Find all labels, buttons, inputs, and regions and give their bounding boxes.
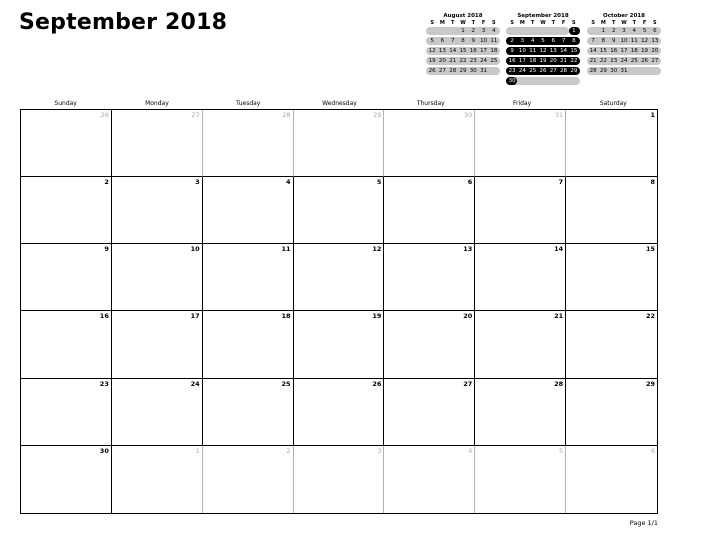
mini-date — [569, 77, 579, 85]
mini-calendar-week — [587, 47, 661, 55]
page-title: September 2018 — [19, 10, 228, 35]
day-number: 28 — [282, 111, 291, 119]
mini-day-initial: M — [519, 20, 525, 26]
day-number: 27 — [191, 111, 200, 119]
day-number: 17 — [190, 312, 200, 321]
mini-calendar — [587, 12, 661, 77]
day-cell[interactable] — [294, 244, 385, 311]
mini-date: 29 — [459, 68, 467, 74]
mini-date — [548, 77, 558, 85]
mini-date — [538, 27, 548, 35]
mini-date: 6 — [551, 38, 556, 44]
mini-date: 20 — [651, 48, 659, 54]
mini-date: 17 — [518, 58, 526, 64]
day-cell[interactable] — [566, 379, 657, 446]
mini-date: 15 — [599, 48, 607, 54]
mini-date: 23 — [610, 58, 618, 64]
mini-date: 5 — [430, 38, 434, 44]
day-cell[interactable] — [294, 379, 385, 446]
mini-calendar-day-header — [426, 20, 500, 27]
mini-calendar-week — [426, 67, 500, 75]
mini-date — [588, 27, 598, 35]
mini-date: 25 — [490, 58, 498, 64]
mini-date: 11 — [630, 38, 638, 44]
mini-date: 12 — [428, 48, 436, 54]
mini-date — [427, 27, 437, 35]
mini-calendar-week — [506, 57, 580, 65]
mini-calendar-week — [506, 47, 580, 55]
mini-day-initial: T — [530, 20, 535, 26]
mini-date: 21 — [560, 58, 568, 64]
mini-date: 24 — [620, 58, 628, 64]
mini-calendar-week — [506, 77, 580, 85]
day-number: 16 — [99, 312, 109, 321]
day-cell-other-month[interactable] — [294, 446, 385, 513]
mini-date: 9 — [611, 38, 616, 44]
day-cell-other-month[interactable] — [203, 446, 294, 513]
mini-date: 27 — [549, 68, 557, 74]
mini-date — [558, 77, 568, 85]
mini-date — [517, 77, 527, 85]
day-cell[interactable] — [566, 110, 657, 177]
mini-day-initial: T — [611, 20, 616, 26]
day-cell-other-month[interactable] — [21, 110, 112, 177]
mini-day-initial: S — [653, 20, 657, 26]
mini-date: 3 — [481, 28, 486, 34]
mini-date: 18 — [630, 48, 638, 54]
mini-calendar-week — [587, 37, 661, 45]
mini-calendar-week — [426, 57, 500, 65]
mini-calendar-title: September 2018 — [517, 13, 569, 19]
day-number: 30 — [99, 446, 109, 455]
day-cell[interactable] — [112, 177, 203, 244]
page-number: Page 1/1 — [629, 519, 658, 527]
day-cell[interactable] — [384, 244, 475, 311]
day-number: 19 — [372, 312, 382, 321]
mini-date — [448, 27, 458, 35]
day-number: 11 — [281, 245, 291, 254]
day-cell[interactable] — [203, 177, 294, 244]
day-number: 15 — [645, 245, 655, 254]
day-cell-other-month[interactable] — [112, 110, 203, 177]
mini-date: 7 — [561, 38, 566, 44]
day-number: 26 — [100, 111, 109, 119]
mini-date: 21 — [449, 58, 457, 64]
day-number: 10 — [190, 245, 200, 254]
weekday-label: Monday — [145, 100, 169, 107]
mini-date: 25 — [630, 58, 638, 64]
mini-day-initial: T — [632, 20, 636, 26]
day-cell-other-month[interactable] — [566, 446, 657, 513]
day-number: 9 — [104, 245, 109, 254]
day-cell[interactable] — [21, 446, 112, 513]
day-cell[interactable] — [475, 244, 566, 311]
day-number: 2 — [104, 178, 109, 187]
mini-date: 22 — [570, 58, 578, 64]
mini-calendar-day-header — [587, 20, 661, 27]
day-number: 22 — [645, 312, 655, 321]
weekday-label: Wednesday — [322, 100, 357, 107]
day-number: 4 — [286, 178, 291, 187]
mini-date: 16 — [508, 58, 516, 64]
mini-date: 31 — [620, 68, 628, 74]
day-cell[interactable] — [384, 379, 475, 446]
weekday-header-row — [20, 99, 659, 108]
mini-date: 8 — [572, 38, 576, 44]
mini-date: 2 — [510, 38, 514, 44]
mini-day-initial: F — [642, 20, 647, 26]
mini-date: 26 — [641, 58, 649, 64]
day-number: 5 — [376, 178, 382, 187]
day-number: 14 — [554, 245, 564, 254]
mini-date: 2 — [471, 28, 476, 34]
mini-date — [629, 67, 639, 75]
mini-date: 5 — [541, 38, 545, 44]
mini-date: 4 — [530, 38, 535, 44]
mini-date: 14 — [560, 48, 568, 54]
day-number: 20 — [463, 312, 473, 321]
mini-date: 29 — [570, 68, 578, 74]
mini-day-initial: S — [430, 20, 434, 26]
day-cell[interactable] — [566, 311, 657, 378]
mini-date: 30 — [508, 78, 516, 84]
day-cell-other-month[interactable] — [384, 446, 475, 513]
day-cell[interactable] — [475, 311, 566, 378]
mini-day-initial: M — [600, 20, 606, 26]
day-cell[interactable] — [475, 379, 566, 446]
mini-date — [489, 67, 499, 75]
mini-date — [538, 77, 548, 85]
mini-calendar-week — [426, 27, 500, 35]
mini-date: 23 — [469, 58, 477, 64]
mini-date: 22 — [599, 58, 607, 64]
mini-calendar-week — [506, 27, 580, 35]
day-cell[interactable] — [384, 311, 475, 378]
mini-date: 21 — [589, 58, 597, 64]
mini-date: 3 — [520, 38, 525, 44]
mini-date — [639, 67, 649, 75]
mini-date: 4 — [492, 28, 496, 34]
day-cell[interactable] — [203, 244, 294, 311]
mini-date: 28 — [560, 68, 568, 74]
mini-date — [650, 67, 660, 75]
mini-date: 30 — [610, 68, 618, 74]
mini-date: 26 — [428, 68, 436, 74]
day-cell[interactable] — [21, 244, 112, 311]
mini-day-initial: W — [621, 20, 627, 26]
mini-calendar-week — [587, 27, 661, 35]
mini-calendar — [506, 12, 580, 87]
mini-date: 23 — [508, 68, 516, 74]
day-number: 21 — [554, 312, 564, 321]
day-cell[interactable] — [566, 177, 657, 244]
weekday-label: Tuesday — [235, 100, 261, 107]
day-number: 28 — [554, 379, 564, 388]
day-cell[interactable] — [21, 177, 112, 244]
day-cell[interactable] — [203, 379, 294, 446]
mini-date: 15 — [459, 48, 467, 54]
day-cell[interactable] — [112, 379, 203, 446]
mini-date — [548, 27, 558, 35]
mini-date — [528, 27, 538, 35]
mini-date: 7 — [591, 38, 595, 44]
mini-day-initial: T — [471, 20, 475, 26]
weekday-label: Sunday — [54, 100, 77, 107]
mini-date: 3 — [622, 28, 626, 34]
day-cell-other-month[interactable] — [475, 446, 566, 513]
day-number: 7 — [558, 178, 564, 187]
day-cell[interactable] — [294, 177, 385, 244]
mini-date: 6 — [653, 28, 657, 34]
day-number: 24 — [190, 379, 200, 388]
mini-date: 10 — [480, 38, 488, 44]
mini-date: 14 — [449, 48, 457, 54]
mini-date — [558, 27, 568, 35]
day-number: 26 — [372, 379, 382, 388]
mini-date: 7 — [450, 38, 455, 44]
mini-calendar-week — [426, 37, 500, 45]
mini-day-initial: T — [450, 20, 455, 26]
mini-date: 16 — [469, 48, 477, 54]
month-grid — [20, 109, 658, 514]
mini-date: 27 — [438, 68, 446, 74]
mini-date: 16 — [610, 48, 618, 54]
day-number: 3 — [377, 446, 382, 455]
mini-calendar-title: August 2018 — [443, 13, 483, 19]
day-number: 27 — [463, 379, 473, 388]
day-number: 31 — [554, 111, 564, 119]
mini-date: 14 — [589, 48, 597, 54]
mini-date: 18 — [529, 58, 537, 64]
day-number: 25 — [281, 379, 291, 388]
day-number: 1 — [195, 446, 200, 455]
mini-date — [517, 27, 527, 35]
day-number: 18 — [281, 312, 291, 321]
day-cell-other-month[interactable] — [112, 446, 203, 513]
mini-day-initial: S — [492, 20, 496, 26]
weekday-label: Saturday — [599, 100, 627, 107]
mini-calendar-week — [506, 67, 580, 75]
mini-date: 12 — [641, 38, 649, 44]
mini-calendar-week — [506, 37, 580, 45]
mini-date: 10 — [518, 48, 526, 54]
mini-date: 11 — [529, 48, 537, 54]
mini-date: 29 — [599, 68, 607, 74]
mini-date: 12 — [539, 48, 547, 54]
day-number: 12 — [372, 245, 382, 254]
mini-calendar — [426, 12, 500, 77]
day-number: 2 — [286, 446, 291, 455]
mini-date: 9 — [471, 38, 476, 44]
day-number: 13 — [463, 245, 473, 254]
day-cell[interactable] — [294, 311, 385, 378]
mini-date — [507, 27, 517, 35]
day-cell-other-month[interactable] — [203, 110, 294, 177]
mini-day-initial: W — [460, 20, 466, 26]
day-cell[interactable] — [112, 244, 203, 311]
mini-date: 13 — [651, 38, 659, 44]
mini-date: 9 — [510, 48, 514, 54]
mini-day-initial: W — [540, 20, 546, 26]
mini-date: 1 — [601, 28, 606, 34]
day-number: 4 — [468, 446, 473, 455]
day-cell[interactable] — [112, 311, 203, 378]
mini-date: 28 — [449, 68, 457, 74]
mini-day-initial: M — [439, 20, 445, 26]
day-cell[interactable] — [21, 311, 112, 378]
mini-date: 11 — [490, 38, 498, 44]
mini-date: 1 — [572, 28, 576, 34]
day-cell[interactable] — [203, 311, 294, 378]
mini-calendar-week — [426, 47, 500, 55]
mini-date: 17 — [620, 48, 628, 54]
mini-day-initial: S — [572, 20, 576, 26]
mini-date: 19 — [641, 48, 649, 54]
mini-date — [528, 77, 538, 85]
mini-date: 19 — [428, 58, 436, 64]
weekday-label: Thursday — [416, 100, 445, 107]
day-cell[interactable] — [475, 177, 566, 244]
day-number: 8 — [650, 178, 655, 187]
day-cell-other-month[interactable] — [384, 110, 475, 177]
day-cell[interactable] — [384, 177, 475, 244]
day-number: 6 — [467, 178, 473, 187]
mini-date: 27 — [651, 58, 659, 64]
day-number: 6 — [650, 446, 655, 455]
mini-date: 24 — [518, 68, 526, 74]
mini-date: 24 — [480, 58, 488, 64]
mini-date — [437, 27, 447, 35]
day-number: 1 — [650, 111, 655, 119]
day-cell-other-month[interactable] — [475, 110, 566, 177]
mini-date: 4 — [632, 28, 637, 34]
mini-date: 22 — [459, 58, 467, 64]
mini-day-initial: S — [591, 20, 595, 26]
mini-calendar-week — [587, 57, 661, 65]
mini-day-initial: F — [481, 20, 486, 26]
mini-day-initial: S — [510, 20, 514, 26]
mini-date: 20 — [549, 58, 557, 64]
day-cell[interactable] — [21, 379, 112, 446]
mini-day-initial: T — [551, 20, 555, 26]
mini-calendar-day-header — [506, 20, 580, 27]
mini-date: 31 — [480, 68, 488, 74]
mini-date: 17 — [480, 48, 488, 54]
mini-day-initial: F — [561, 20, 566, 26]
mini-date: 19 — [539, 58, 547, 64]
mini-date: 13 — [438, 48, 446, 54]
mini-date: 13 — [549, 48, 557, 54]
day-number: 29 — [645, 379, 655, 388]
mini-date: 30 — [469, 68, 477, 74]
mini-date: 10 — [620, 38, 628, 44]
mini-date: 15 — [570, 48, 578, 54]
day-cell[interactable] — [566, 244, 657, 311]
day-number: 30 — [464, 111, 473, 119]
day-cell-other-month[interactable] — [294, 110, 385, 177]
mini-date: 8 — [601, 38, 606, 44]
mini-date: 8 — [461, 38, 465, 44]
weekday-label: Friday — [512, 100, 532, 107]
day-number: 29 — [373, 111, 382, 119]
mini-calendar-week — [587, 67, 661, 75]
day-number: 23 — [99, 379, 109, 388]
mini-date: 2 — [611, 28, 616, 34]
mini-date: 28 — [589, 68, 597, 74]
mini-date: 1 — [461, 28, 465, 34]
mini-calendar-title: October 2018 — [603, 13, 645, 19]
day-number: 3 — [195, 178, 200, 187]
mini-date: 5 — [642, 28, 647, 34]
mini-date: 26 — [539, 68, 547, 74]
day-number: 5 — [559, 446, 564, 455]
mini-date: 6 — [440, 38, 445, 44]
mini-date: 18 — [490, 48, 498, 54]
mini-date: 20 — [438, 58, 446, 64]
mini-date: 25 — [529, 68, 537, 74]
